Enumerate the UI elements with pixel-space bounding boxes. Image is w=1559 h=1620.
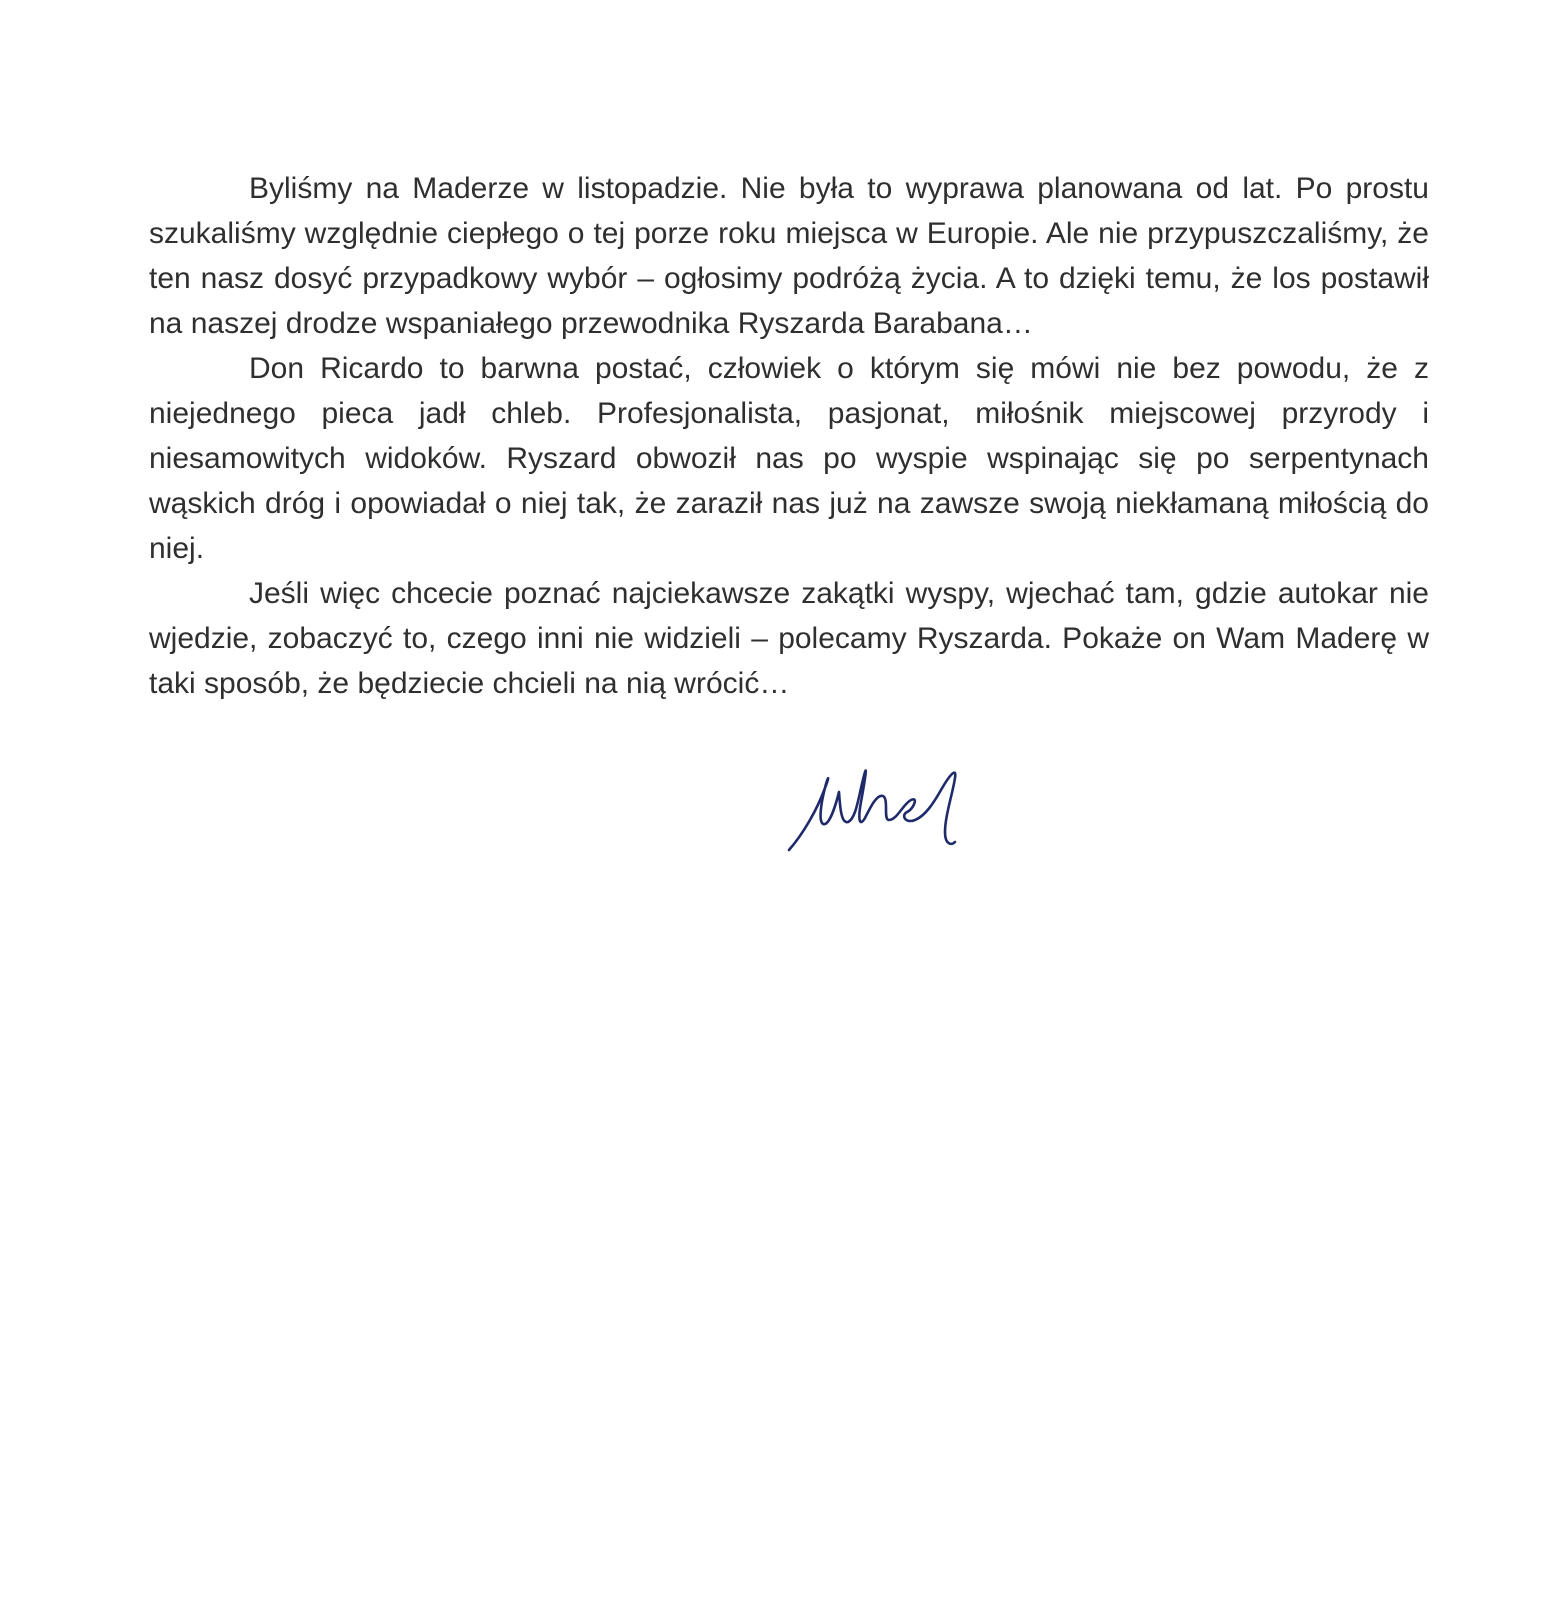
paragraph-2: Don Ricardo to barwna postać, człowiek o którym się mówi nie bez powodu, że z niejednego pieca jadł chleb. Profesjonalista, pasjonat, miłośnik miejscowej przyrody i niesamowitych widoków. Ryszard obwoził nas po wyspie wspinając się po serpentynach wąskich dróg i opowiadał o niej tak, że zaraził nas już na zawsze swoją niekłamaną miłością do niej. — [149, 352, 1429, 565]
letter-body — [149, 166, 1429, 706]
paragraph-3: Jeśli więc chcecie poznać najciekawsze zakątki wyspy, wjechać tam, gdzie autokar nie wjedzie, zobaczyć to, czego inni nie widzieli – polecamy Ryszarda. Pokaże on Wam Maderę w taki sposób, że będziecie chcieli na nią wrócić… — [149, 577, 1429, 700]
handwritten-signature — [785, 762, 975, 862]
paragraph-1: Byliśmy na Maderze w listopadzie. Nie była to wyprawa planowana od lat. Po prostu szukaliśmy względnie ciepłego o tej porze roku miejsca w Europie. Ale nie przypuszczaliśmy, że ten nasz dosyć przypadkowy wybór – ogłosimy podróżą życia. A to dzięki temu, że los postawił na naszej drodze wspaniałego przewodnika Ryszarda Barabana… — [149, 172, 1429, 340]
